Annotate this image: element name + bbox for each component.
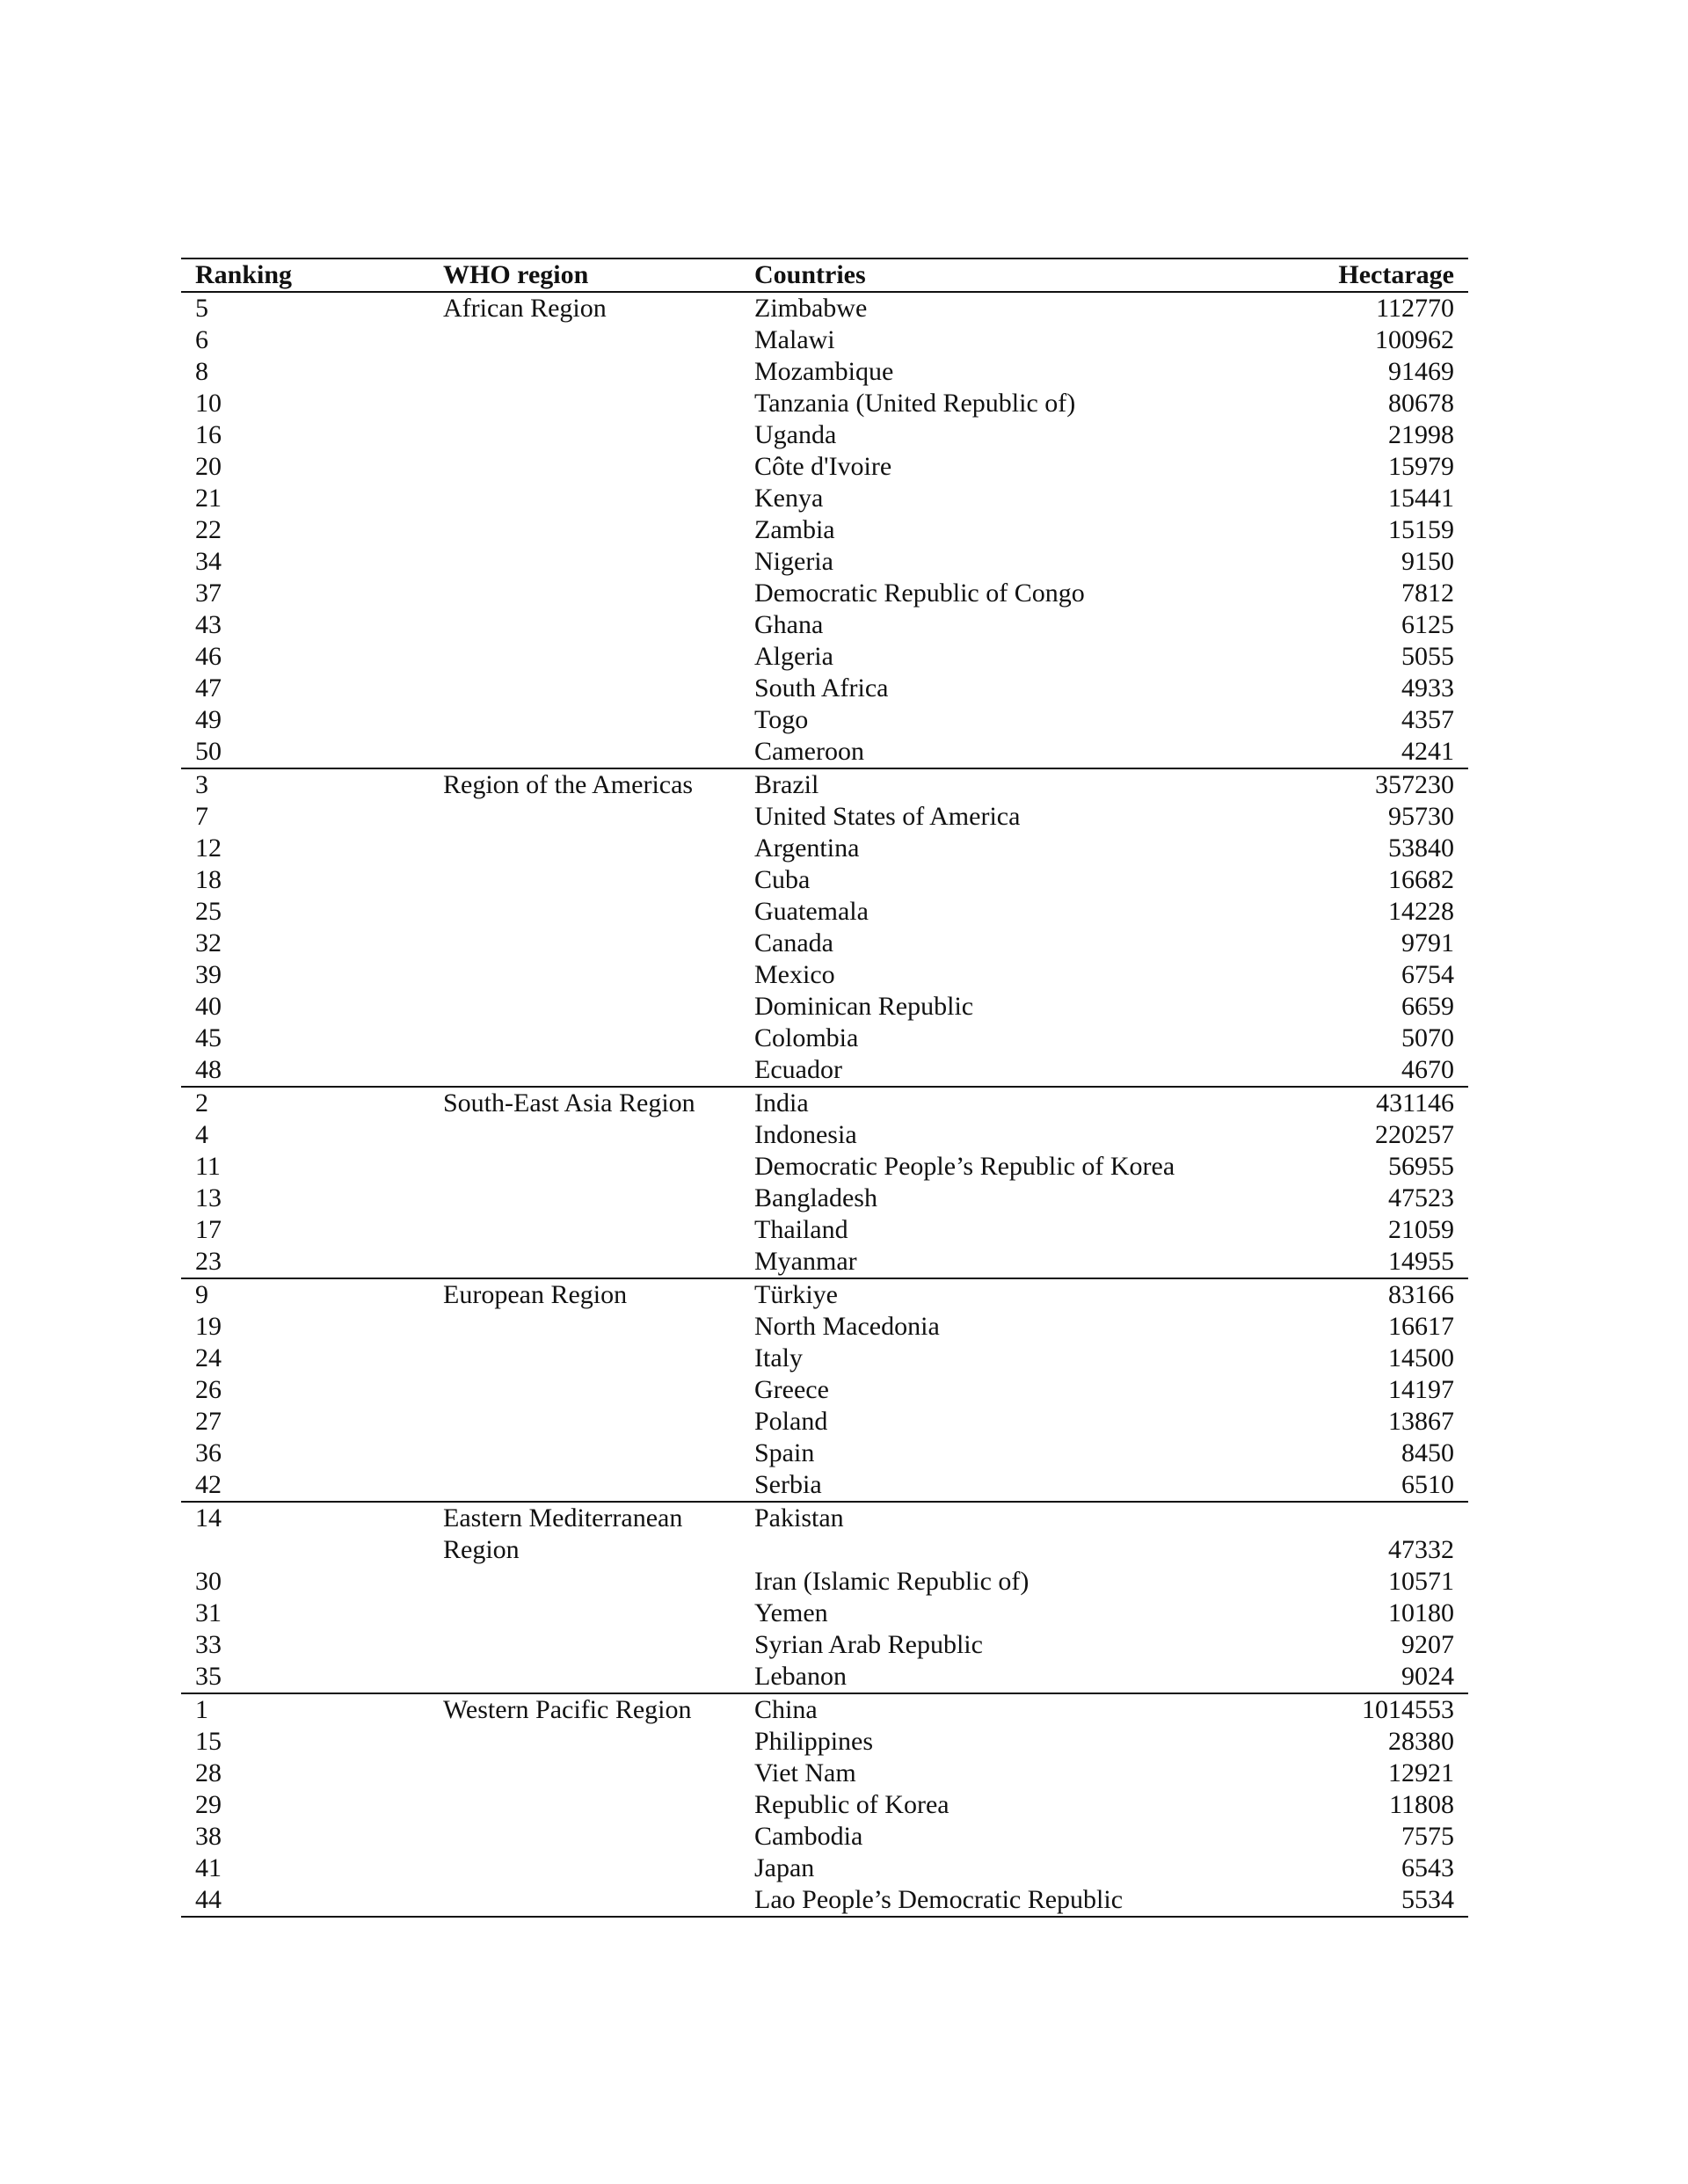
cell-country: Algeria [754,642,833,671]
cell-ranking: 9 [181,1278,429,1311]
cell-ranking: 11 [195,1152,221,1181]
table-row [181,801,1468,833]
cell-ranking: 49 [195,705,222,734]
cell-ranking: 25 [195,897,222,926]
cell-country: Cuba [754,865,811,894]
cell-country: Canada [754,928,833,957]
cell-country: Zambia [754,515,835,544]
table-row [181,673,1468,704]
table-row [181,451,1468,483]
cell-hectarage: 21059 [1388,1215,1454,1244]
cell-who-region: Region of the Americas [429,768,740,801]
cell-ranking: 8 [195,357,208,386]
cell-country: India [740,1087,1321,1119]
cell-who-region [429,1246,740,1278]
cell-who-region [429,1311,740,1343]
table-row [181,1821,1468,1853]
cell-hectarage: 6510 [1401,1470,1454,1499]
cell-hectarage: 21998 [1388,420,1454,449]
table-row [181,1758,1468,1789]
cell-hectarage: 14500 [1388,1343,1454,1372]
cell-ranking: 42 [195,1470,222,1499]
cell-hectarage: 1014553 [1321,1693,1468,1726]
cell-ranking: 27 [195,1407,222,1436]
table-row [181,483,1468,514]
cell-hectarage: 5055 [1401,642,1454,671]
cell-country: Colombia [754,1023,859,1052]
cell-who-region: South-East Asia Region [429,1087,740,1119]
cell-ranking: 28 [195,1758,222,1787]
cell-hectarage: 13867 [1388,1407,1454,1436]
cell-country: Democratic Republic of Congo [754,579,1085,608]
table-row [181,959,1468,991]
cell-who-region [429,324,740,356]
cell-hectarage: 7575 [1401,1822,1454,1851]
cell-hectarage: 4241 [1401,737,1454,766]
cell-ranking: 5 [181,292,429,324]
cell-country: Ghana [754,610,824,639]
cell-ranking: 16 [195,420,222,449]
cell-country: Côte d'Ivoire [754,452,892,481]
cell-country: Syrian Arab Republic [754,1630,983,1659]
cell-country: Lao People’s Democratic Republic [740,1884,1321,1917]
cell-ranking: 46 [195,642,222,671]
cell-country: Indonesia [754,1120,857,1149]
cell-country: Philippines [754,1727,874,1756]
cell-ranking: 18 [195,865,222,894]
cell-hectarage: 15441 [1388,484,1454,513]
cell-ranking: 47 [195,673,222,703]
cell-country: China [740,1693,1321,1726]
cell-hectarage: 12921 [1388,1758,1454,1787]
cell-ranking: 38 [195,1822,222,1851]
cell-ranking: 30 [195,1567,222,1596]
cell-ranking: 50 [195,737,222,766]
table-row [181,388,1468,419]
cell-hectarage: 5070 [1401,1023,1454,1052]
table-row [181,1726,1468,1758]
table-row [181,1598,1468,1629]
cell-who-region [429,896,740,928]
header-countries: Countries [740,258,1321,292]
table-row [181,1469,1468,1502]
cell-who-region [429,1469,740,1502]
table-row [181,768,1468,801]
cell-ranking: 15 [195,1727,222,1756]
cell-who-region [429,578,740,609]
cell-who-region [429,1023,740,1054]
cell-who-region [429,1343,740,1374]
cell-who-region [429,673,740,704]
cell-who-region [429,1406,740,1438]
cell-ranking: 31 [195,1598,222,1627]
cell-who-region [429,546,740,578]
table-row [181,1629,1468,1661]
cell-country: Greece [754,1375,829,1404]
cell-hectarage: 357230 [1321,768,1468,801]
cell-ranking: 10 [195,389,222,418]
table-row [181,1214,1468,1246]
cell-country: Japan [754,1853,815,1882]
cell-hectarage: 91469 [1388,357,1454,386]
table-row [181,1119,1468,1151]
table-row [181,419,1468,451]
cell-country: Türkiye [740,1278,1321,1311]
cell-hectarage: 14228 [1388,897,1454,926]
cell-ranking: 33 [195,1630,222,1659]
cell-who-region [429,1821,740,1853]
hectarage-table [181,258,1468,1918]
cell-ranking: 2 [181,1087,429,1119]
table-row [181,736,1468,768]
cell-ranking: 26 [195,1375,222,1404]
cell-ranking: 29 [195,1790,222,1819]
table-row [181,1151,1468,1183]
cell-country: Guatemala [754,897,869,926]
cell-hectarage: 9150 [1401,547,1454,576]
cell-hectarage: 9024 [1401,1662,1454,1691]
cell-who-region [429,864,740,896]
cell-who-region [429,609,740,641]
cell-country: Yemen [754,1598,828,1627]
cell-ranking: 24 [195,1343,222,1372]
cell-who-region [429,419,740,451]
cell-country: Kenya [754,484,824,513]
cell-who-region [429,1789,740,1821]
cell-who-region [429,1119,740,1151]
cell-hectarage: 5534 [1321,1884,1468,1917]
cell-ranking: 48 [195,1055,222,1084]
cell-who-region [429,1214,740,1246]
table-row [181,514,1468,546]
table-row [181,896,1468,928]
table-row [181,704,1468,736]
cell-hectarage: 80678 [1388,389,1454,418]
cell-country: Ecuador [754,1055,842,1084]
cell-country: Spain [754,1438,815,1467]
cell-ranking: 39 [195,960,222,989]
cell-who-region [429,1758,740,1789]
table-row [181,1343,1468,1374]
cell-country: Serbia [754,1470,822,1499]
table-row [181,1438,1468,1469]
cell-country: Bangladesh [754,1183,877,1212]
cell-ranking: 3 [181,768,429,801]
table-row [181,1374,1468,1406]
cell-hectarage: 11808 [1389,1790,1454,1819]
cell-country: South Africa [754,673,889,703]
cell-hectarage: 14955 [1388,1247,1454,1276]
cell-hectarage: 14197 [1388,1375,1454,1404]
cell-who-region [429,1726,740,1758]
table-row [181,1023,1468,1054]
cell-who-region: African Region [429,292,740,324]
table-row [181,928,1468,959]
cell-country: Mozambique [754,357,894,386]
cell-who-region [429,928,740,959]
cell-who-region [429,801,740,833]
cell-who-region [429,514,740,546]
cell-who-region [429,704,740,736]
cell-ranking: 14 [181,1502,429,1566]
cell-country: North Macedonia [754,1312,940,1341]
table-row [181,1661,1468,1693]
cell-ranking: 7 [195,802,208,831]
cell-who-region [429,1661,740,1693]
table-row [181,641,1468,673]
table-row [181,324,1468,356]
table-row [181,864,1468,896]
cell-hectarage: 10180 [1388,1598,1454,1627]
cell-country: Mexico [754,960,835,989]
cell-hectarage: 100962 [1375,325,1454,354]
header-who-region: WHO region [429,258,740,292]
cell-country: Republic of Korea [754,1790,950,1819]
cell-who-region [429,1598,740,1629]
cell-hectarage: 6659 [1401,992,1454,1021]
cell-ranking: 45 [195,1023,222,1052]
cell-hectarage: 16617 [1388,1312,1454,1341]
cell-country: Democratic People’s Republic of Korea [754,1152,1175,1181]
table-row [181,1693,1468,1726]
table-row [181,546,1468,578]
cell-who-region [429,1884,740,1917]
cell-country: Iran (Islamic Republic of) [754,1567,1030,1596]
cell-hectarage: 15979 [1388,452,1454,481]
table-row [181,1278,1468,1311]
cell-hectarage: 6754 [1401,960,1454,989]
cell-who-region [429,483,740,514]
cell-hectarage: 16682 [1388,865,1454,894]
cell-country: Pakistan [740,1502,1321,1566]
cell-country: Lebanon [754,1662,847,1691]
table-row [181,833,1468,864]
cell-country: Dominican Republic [754,992,974,1021]
table-row [181,1054,1468,1087]
cell-who-region: Eastern Mediterranean Region [429,1502,740,1566]
cell-hectarage: 47332 [1321,1502,1468,1566]
cell-country: Myanmar [754,1247,857,1276]
cell-who-region [429,1374,740,1406]
cell-hectarage: 9791 [1401,928,1454,957]
cell-who-region [429,991,740,1023]
cell-country: Malawi [754,325,835,354]
cell-country: Argentina [754,834,860,863]
table-row [181,1884,1468,1917]
table-row [181,609,1468,641]
table-row [181,1246,1468,1278]
cell-who-region [429,959,740,991]
cell-ranking: 36 [195,1438,222,1467]
cell-hectarage: 112770 [1321,292,1468,324]
cell-who-region [429,833,740,864]
table-row [181,1789,1468,1821]
cell-ranking: 19 [195,1312,222,1341]
cell-country: Viet Nam [754,1758,856,1787]
cell-hectarage: 83166 [1321,1278,1468,1311]
cell-hectarage: 4933 [1401,673,1454,703]
cell-hectarage: 9207 [1401,1630,1454,1659]
cell-who-region [429,1183,740,1214]
cell-hectarage: 10571 [1388,1567,1454,1596]
table-row [181,1087,1468,1119]
cell-hectarage: 8450 [1401,1438,1454,1467]
table-row [181,356,1468,388]
cell-ranking: 35 [195,1662,222,1691]
header-row [181,258,1468,292]
table-row [181,1853,1468,1884]
table-row [181,1502,1468,1566]
cell-who-region [429,1629,740,1661]
table-row [181,578,1468,609]
cell-country: United States of America [754,802,1021,831]
cell-hectarage: 431146 [1321,1087,1468,1119]
cell-ranking: 17 [195,1215,222,1244]
cell-ranking: 20 [195,452,222,481]
cell-country: Thailand [754,1215,848,1244]
cell-who-region: Western Pacific Region [429,1693,740,1726]
cell-country: Nigeria [754,547,833,576]
cell-country: Tanzania (United Republic of) [754,389,1076,418]
cell-who-region [429,1853,740,1884]
cell-hectarage: 15159 [1388,515,1454,544]
cell-country: Brazil [740,768,1321,801]
table-row [181,292,1468,324]
cell-country: Uganda [754,420,837,449]
table-row [181,991,1468,1023]
cell-who-region [429,736,740,768]
cell-hectarage: 56955 [1388,1152,1454,1181]
cell-ranking: 1 [181,1693,429,1726]
cell-who-region [429,451,740,483]
cell-who-region [429,1054,740,1087]
cell-hectarage: 28380 [1388,1727,1454,1756]
cell-hectarage: 220257 [1375,1120,1454,1149]
cell-ranking: 23 [195,1247,222,1276]
cell-hectarage: 53840 [1388,834,1454,863]
cell-hectarage: 7812 [1401,579,1454,608]
cell-who-region [429,356,740,388]
cell-ranking: 21 [195,484,222,513]
cell-who-region [429,1566,740,1598]
header-ranking: Ranking [181,258,429,292]
table-row [181,1311,1468,1343]
cell-hectarage: 47523 [1388,1183,1454,1212]
cell-country: Togo [754,705,809,734]
cell-who-region [429,1438,740,1469]
cell-country: Cameroon [754,737,864,766]
cell-ranking: 37 [195,579,222,608]
table-row [181,1566,1468,1598]
header-hectarage: Hectarage [1321,258,1468,292]
cell-ranking: 22 [195,515,222,544]
cell-ranking: 6 [195,325,208,354]
cell-ranking: 41 [195,1853,222,1882]
cell-country: Zimbabwe [740,292,1321,324]
table-body [181,292,1468,1917]
cell-who-region [429,1151,740,1183]
cell-hectarage: 6543 [1401,1853,1454,1882]
cell-ranking: 43 [195,610,222,639]
cell-hectarage: 6125 [1401,610,1454,639]
cell-ranking: 12 [195,834,222,863]
cell-hectarage: 95730 [1388,802,1454,831]
cell-ranking: 34 [195,547,222,576]
cell-hectarage: 4357 [1401,705,1454,734]
cell-who-region [429,641,740,673]
table-row [181,1406,1468,1438]
cell-ranking: 40 [195,992,222,1021]
cell-ranking: 4 [195,1120,208,1149]
cell-country: Italy [754,1343,803,1372]
cell-country: Cambodia [754,1822,863,1851]
cell-country: Poland [754,1407,828,1436]
cell-ranking: 44 [181,1884,429,1917]
cell-who-region [429,388,740,419]
cell-ranking: 13 [195,1183,222,1212]
cell-who-region: European Region [429,1278,740,1311]
cell-ranking: 32 [195,928,222,957]
table-row [181,1183,1468,1214]
cell-hectarage: 4670 [1401,1055,1454,1084]
